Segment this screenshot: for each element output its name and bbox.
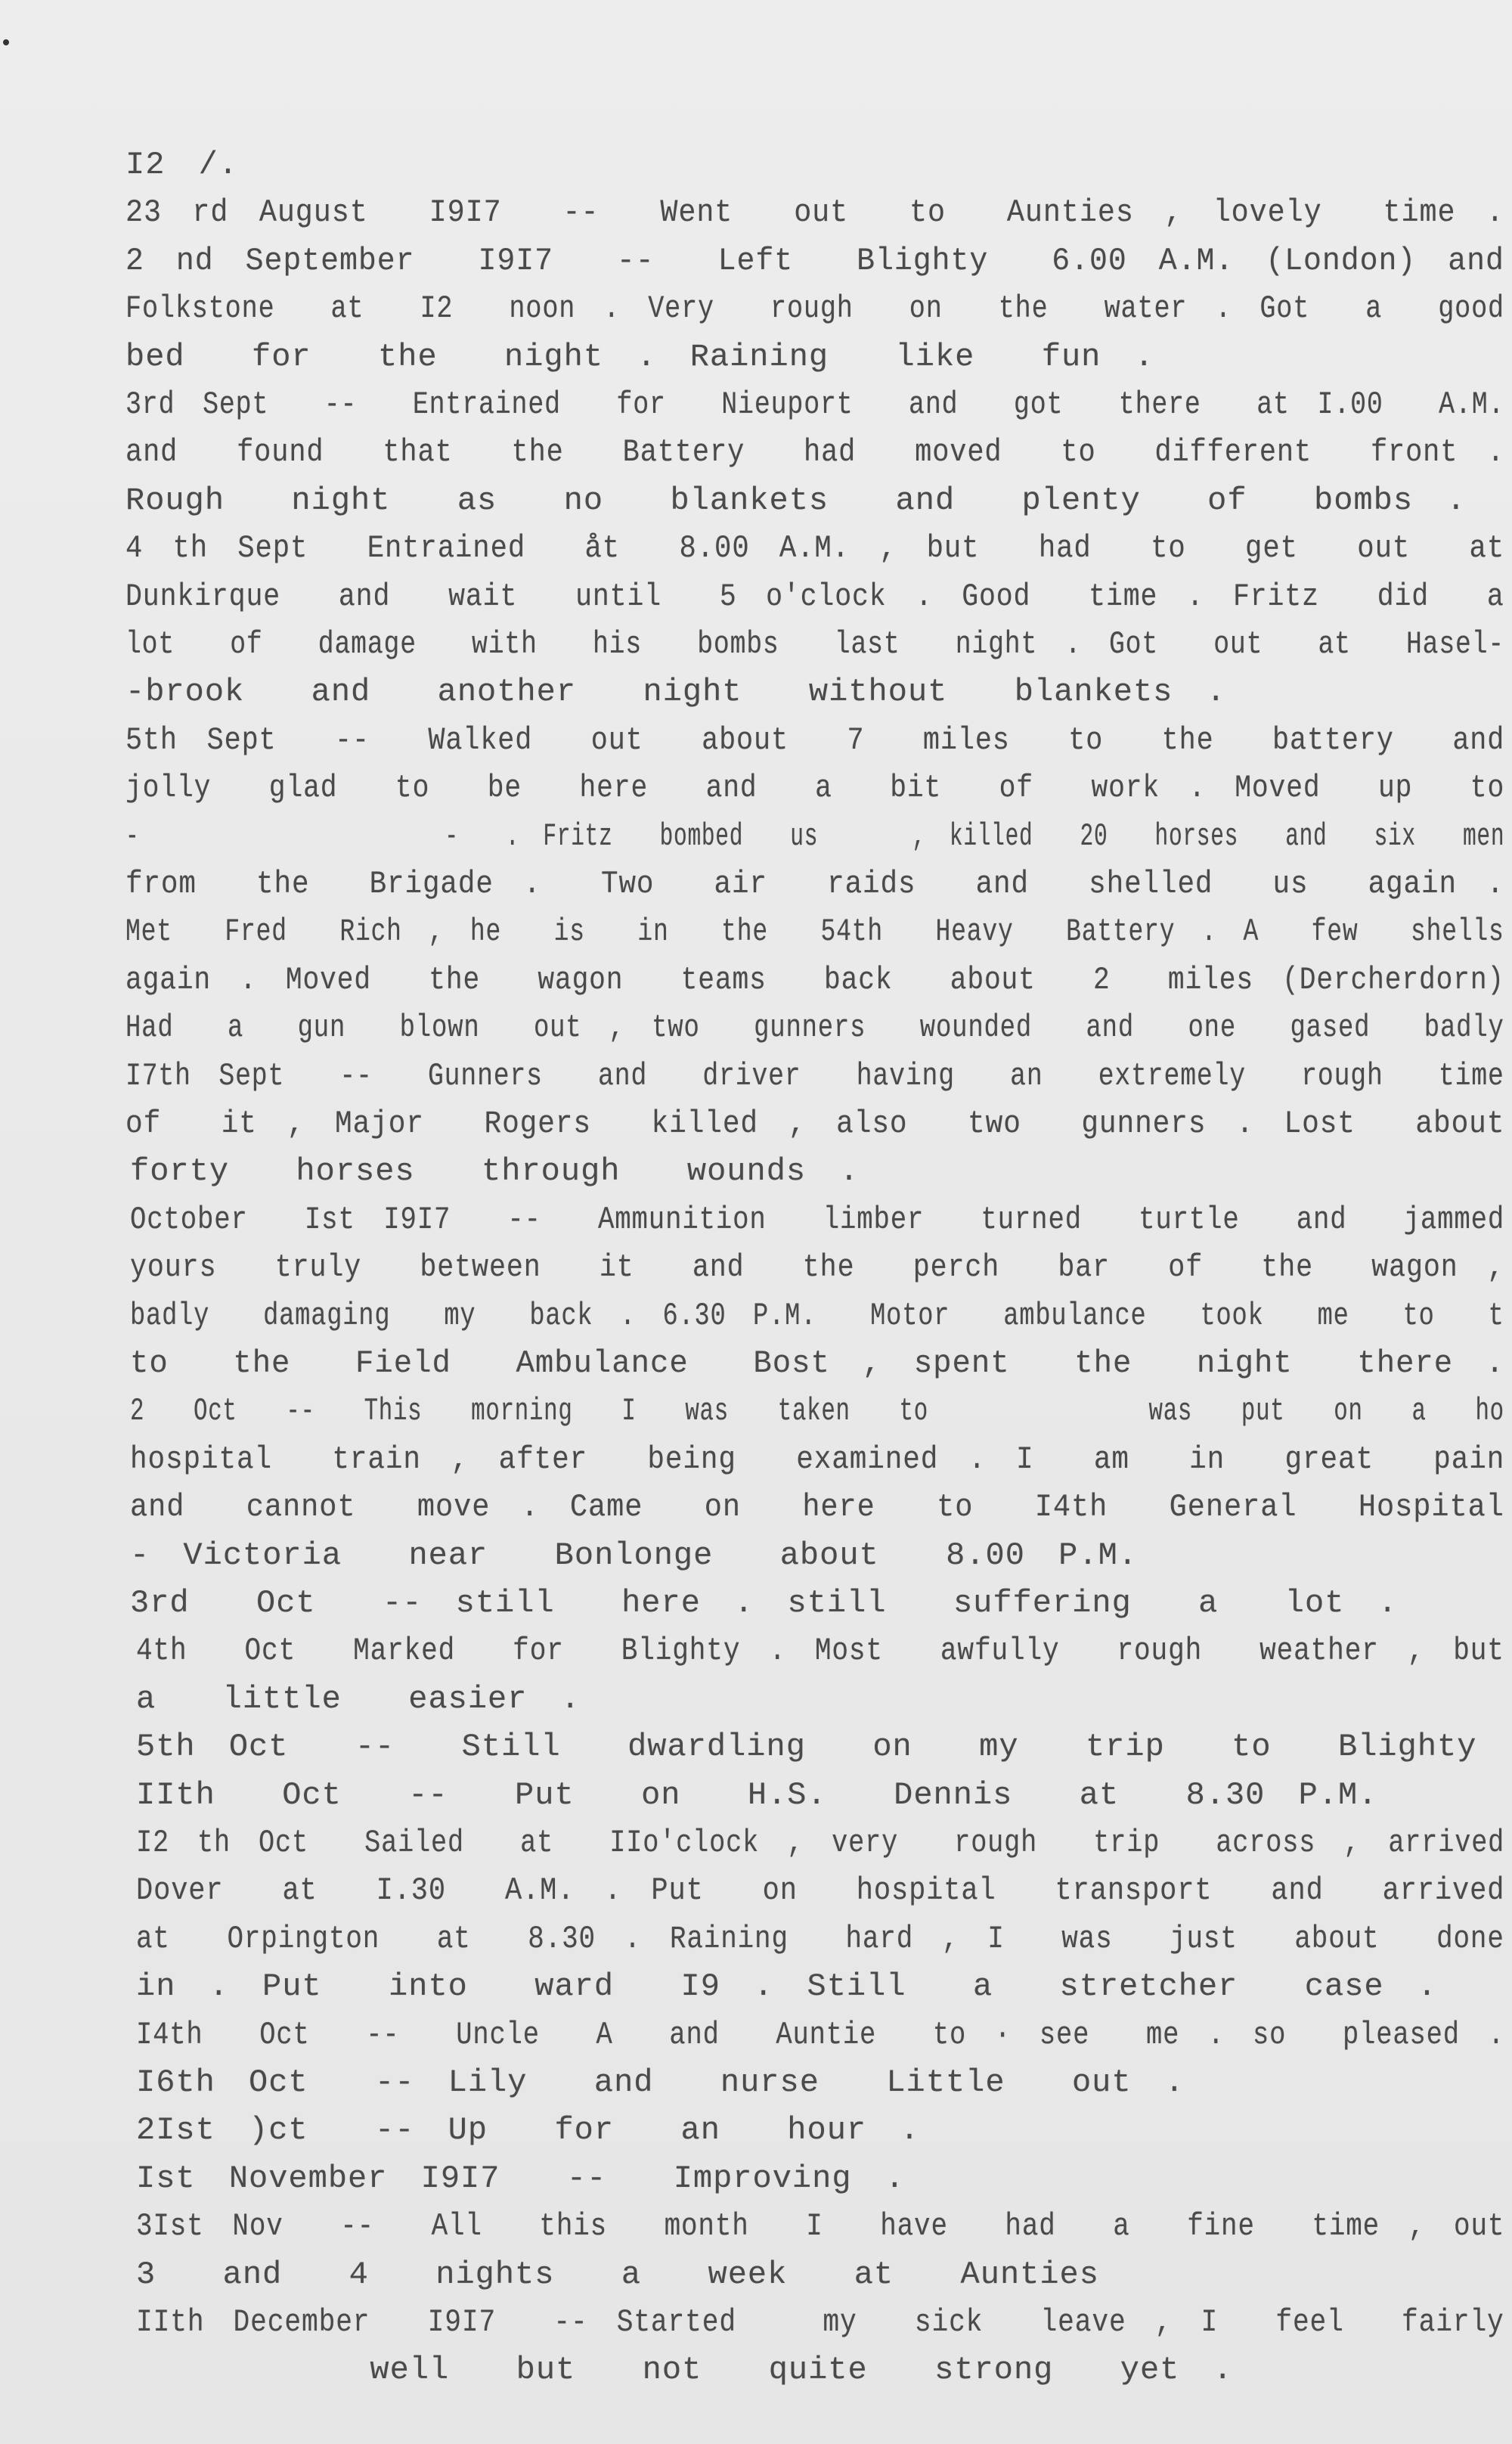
- diary-line: to the Field Ambulance Bost , spent the night there .: [130, 1345, 1505, 1382]
- diary-line: 23 rd August I9I7 -- Went out to Aunties , lovely time .: [125, 194, 1504, 231]
- diary-line: 3Ist Nov -- All this month I have had a fine time , out: [136, 2208, 1505, 2244]
- diary-line: October Ist I9I7 -- Ammunition limber turned turtle and jammed: [130, 1202, 1505, 1238]
- diary-line: 4 th Sept Entrained åt 8.00 A.M. , but had to get out at: [125, 530, 1505, 566]
- diary-line: Dunkirque and wait until 5 o'clock . Good time . Fritz did a: [125, 578, 1504, 615]
- diary-line: 5th Oct -- Still dwardling on my trip to Blighty: [136, 1729, 1477, 1765]
- diary-line: I2 th Oct Sailed at IIo'clock , very rough trip across , arrived: [136, 1825, 1505, 1861]
- diary-line: bed for the night . Raining like fun .: [125, 339, 1154, 375]
- diary-line: a little easier .: [136, 1681, 581, 1717]
- diary-line: 5th Sept -- Walked out about 7 miles to the battery and: [125, 722, 1505, 758]
- diary-line: lot of damage with his bombs last night . Got out at Hasel-: [125, 626, 1505, 662]
- diary-line: I6th Oct -- Lily and nurse Little out .: [136, 2064, 1185, 2101]
- diary-line: badly damaging my back . 6.30 P.M. Motor ambulance took me to t: [130, 1298, 1504, 1334]
- diary-line: 3 and 4 nights a week at Aunties: [136, 2256, 1099, 2293]
- page-number: I2 /.: [125, 147, 239, 183]
- diary-line: 2 nd September I9I7 -- Left Blighty 6.00 A.M. (London) and: [125, 243, 1504, 279]
- diary-line: forty horses through wounds .: [130, 1153, 860, 1189]
- diary-line: 4th Oct Marked for Blighty . Most awfully rough weather , but: [136, 1633, 1504, 1669]
- diary-line: and cannot move . Came on here to I4th General Hospital: [130, 1489, 1504, 1525]
- diary-line: Ist November I9I7 -- Improving .: [136, 2160, 905, 2197]
- diary-line: Met Fred Rich , he is in the 54th Heavy Battery . A few shells: [125, 913, 1504, 950]
- diary-line: 2Ist )ct -- Up for an hour .: [136, 2112, 920, 2148]
- diary-line: - Victoria near Bonlonge about 8.00 P.M.: [130, 1537, 1138, 1574]
- diary-line: jolly glad to be here and a bit of work . Moved up to: [125, 770, 1505, 806]
- diary-line: I7th Sept -- Gunners and driver having an extremely rough time: [125, 1058, 1504, 1094]
- diary-line: of it , Major Rogers killed , also two gunners . Lost about: [125, 1106, 1505, 1142]
- diary-line: in . Put into ward I9 . Still a stretcher case .: [136, 1968, 1438, 2005]
- diary-line: yours truly between it and the perch bar of the wagon ,: [130, 1249, 1505, 1286]
- diary-line: again . Moved the wagon teams back about 2 miles (Dercherdorn): [125, 962, 1505, 998]
- diary-line: Had a gun blown out , two gunners wounded and one gased badly: [125, 1010, 1504, 1046]
- diary-line: - - . Fritz bombed us , killed 20 horses and six men: [125, 818, 1505, 854]
- diary-line: IIth Oct -- Put on H.S. Dennis at 8.30 P.M.: [136, 1777, 1378, 1813]
- diary-line: Dover at I.30 A.M. . Put on hospital transport and arrived: [136, 1872, 1505, 1909]
- diary-line: I4th Oct -- Uncle A and Auntie to · see me . so pleased .: [136, 2017, 1505, 2053]
- diary-line: and found that the Battery had moved to different front .: [125, 434, 1505, 470]
- diary-line: 2 Oct -- This morning I was taken to was put on a ho: [130, 1393, 1504, 1429]
- diary-line: Rough night as no blankets and plenty of bombs .: [125, 482, 1467, 519]
- diary-line: IIth December I9I7 -- Started my sick leave , I feel fairly: [136, 2304, 1504, 2340]
- diary-line: at Orpington at 8.30 . Raining hard , I was just about done: [136, 1921, 1504, 1957]
- diary-line: well but not quite strong yet .: [136, 2352, 1233, 2388]
- diary-line: Folkstone at I2 noon . Very rough on the water . Got a good: [125, 290, 1504, 327]
- diary-line: -brook and another night without blankets .: [125, 674, 1226, 710]
- diary-line: 3rd Sept -- Entrained for Nieuport and got there at I.00 A.M.: [125, 386, 1505, 423]
- diary-line: hospital train , after being examined . I am in great pain: [130, 1441, 1505, 1478]
- diary-line: from the Brigade . Two air raids and shelled us again .: [125, 866, 1504, 902]
- diary-line: 3rd Oct -- still here . still suffering a lot .: [130, 1585, 1398, 1621]
